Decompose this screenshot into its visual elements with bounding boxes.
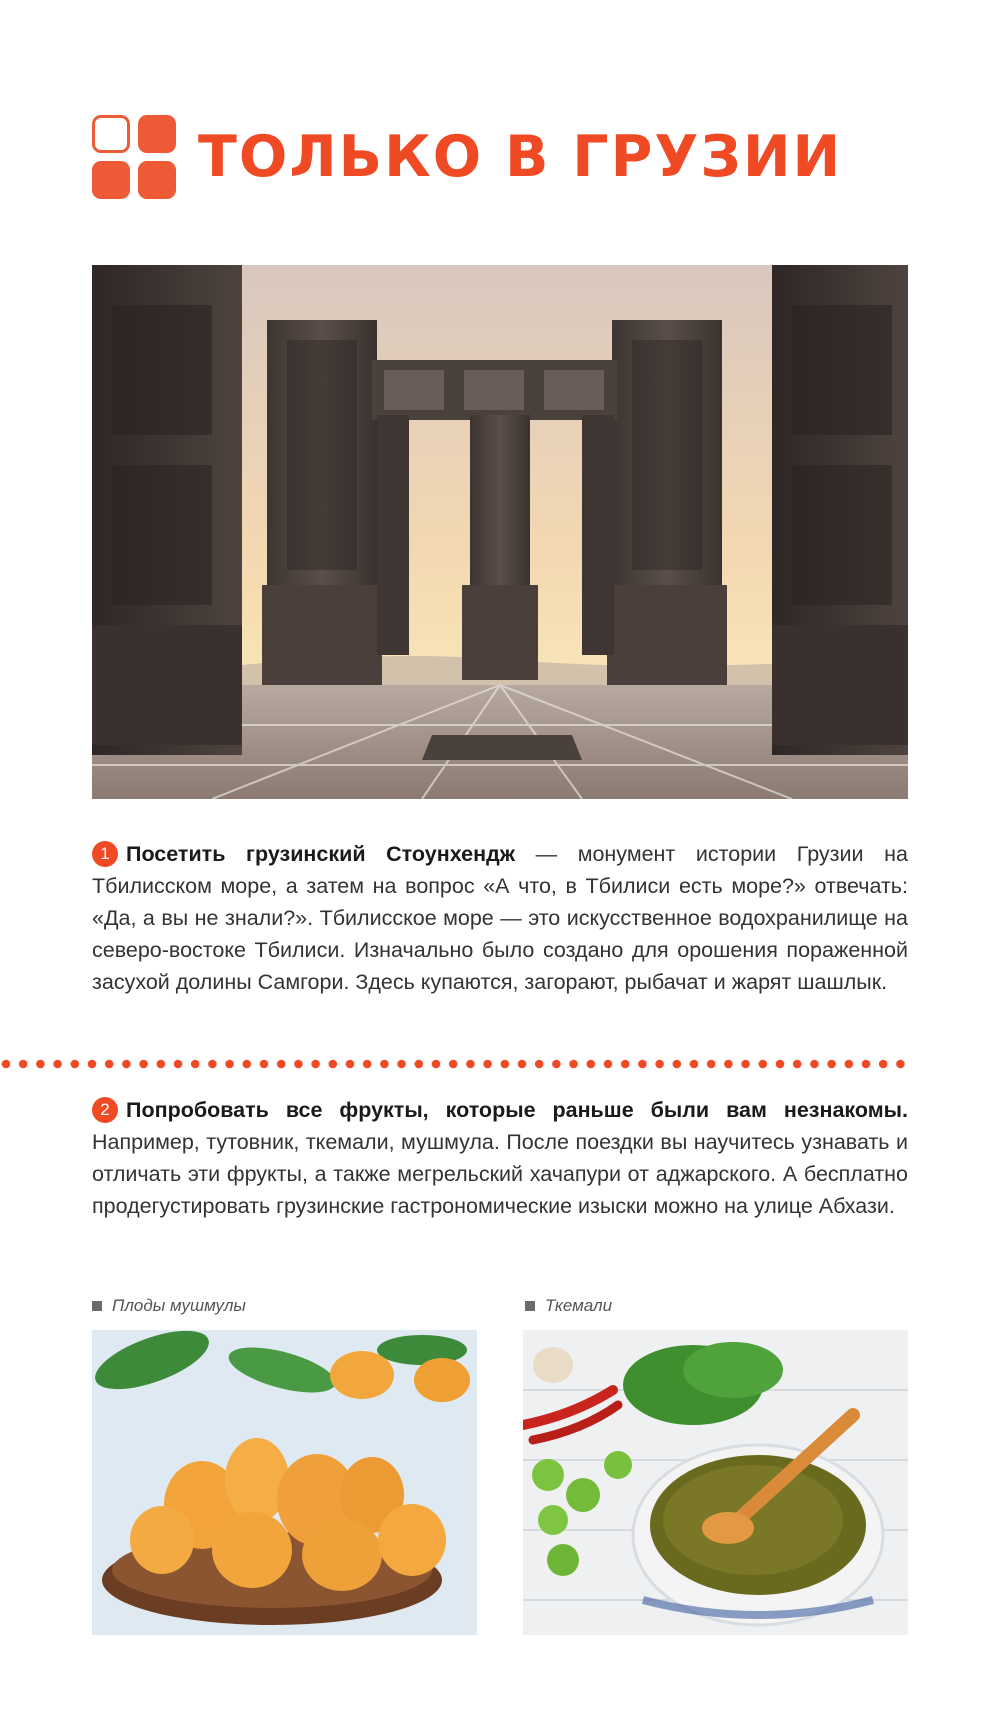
item-2-text: Например, тутовник, ткемали, мушмула. После поездки вы научитесь узнавать и отличать эти фрукты, а также мегрельский хачапури от аджарского. А бесплатно продегустировать грузинские гастрономические изыски можно на улице Абхази.	[92, 1130, 908, 1218]
page-title: ТОЛЬКО В ГРУЗИИ	[198, 123, 843, 190]
item-2	[92, 1094, 908, 1222]
item-1-heading: Посетить грузинский Стоунхендж	[126, 842, 515, 866]
item-2-heading: Попробовать все фрукты, которые раньше были вам незнакомы.	[126, 1098, 908, 1122]
tkemali-photo	[523, 1330, 908, 1635]
caption-right	[525, 1296, 612, 1316]
item-1-text: — монумент истории Грузии на Тбилисском море, а затем на вопрос «А что, в Тбилиси есть море?» отвечать: «Да, а вы не знали?». Тбилисское море — это искусственное водохранилище на северо-востоке Тбилиси. Изначально было создано для орошения пораженной засухой долины Самгори. Здесь купаются, загорают, рыбачат и жарят шашлык.	[92, 842, 908, 994]
number-badge: 2	[92, 1097, 118, 1123]
caption-left-text: Плоды мушмулы	[112, 1296, 246, 1315]
loquat-photo	[92, 1330, 477, 1635]
dotted-divider	[0, 1058, 920, 1070]
grid-logo-icon	[92, 115, 176, 199]
page-header	[92, 115, 842, 199]
number-badge: 1	[92, 841, 118, 867]
caption-left	[92, 1296, 246, 1316]
square-bullet-icon	[525, 1301, 535, 1311]
square-bullet-icon	[92, 1301, 102, 1311]
monument-photo	[92, 265, 908, 799]
caption-right-text: Ткемали	[545, 1296, 613, 1315]
item-1	[92, 838, 908, 998]
